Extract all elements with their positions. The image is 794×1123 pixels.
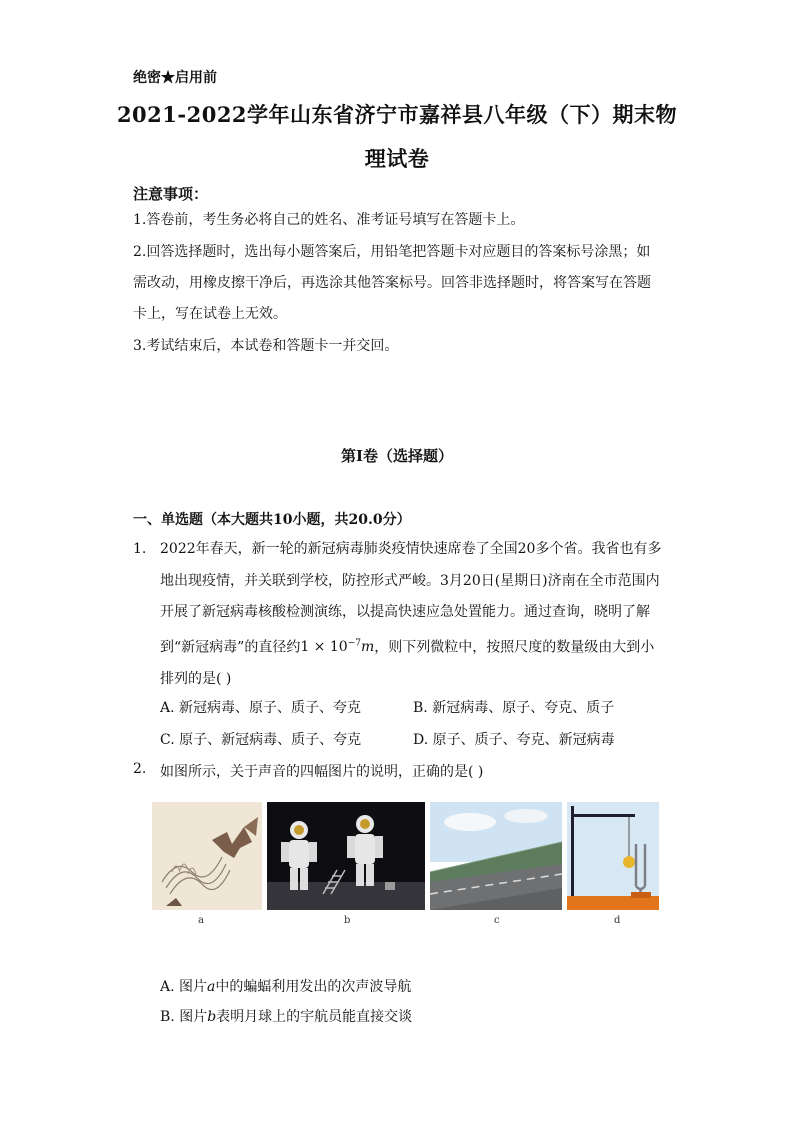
q2-option-b[interactable]: [160, 1006, 412, 1026]
q2-option-a-text: 中的蝙蝠利用发出的次声波导航: [215, 979, 412, 995]
part-title: 第I卷（选择题）: [340, 447, 454, 465]
q2-option-b-prefix: B. 图片: [160, 1009, 208, 1025]
exam-title-line2: 理试卷: [364, 146, 430, 171]
question-2-number: 2.: [133, 761, 147, 777]
question-1-stem: 2022年春天，新一轮的新冠病毒肺炎疫情快速席卷了全国20多个省。我省也有多地出现疫情，并关联到学校，防控形式严峻。3月20日(星期日)济南在全市范围内开展了新冠病毒核酸检测演练，以提高快速应急处置能力。通过查询，晓明了解到“新冠病毒”的直径约: [160, 541, 662, 656]
exam-title-line1: 2021-2022学年山东省济宁市嘉祥县八年级（下）期末物: [116, 102, 678, 127]
caption-c: c: [494, 915, 500, 926]
question-1-stem-end: ，则下列微粒中，按照尺度的数量级由大到小排列的是( ): [160, 639, 655, 687]
picture-c-sound-barrier: [430, 802, 562, 910]
notes-heading: 注意事项：: [133, 185, 209, 203]
tuning-fork-illustration: [567, 802, 659, 910]
question-1-number: 1.: [133, 541, 147, 557]
confidential-label: 绝密★启用前: [133, 70, 217, 86]
q2-option-b-text: 表明月球上的宇航员能直接交谈: [216, 1009, 413, 1025]
q2-option-b-variable: b: [207, 1009, 217, 1025]
picture-d-tuning-fork: [567, 802, 659, 910]
picture-a-bat: [152, 802, 262, 910]
section-title: 一、单选题（本大题共10小题，共20.0分）: [133, 512, 411, 528]
math-unit: m: [360, 639, 375, 656]
sound-barrier-illustration: [430, 802, 562, 910]
q1-option-c[interactable]: C. 原子、新冠病毒、质子、夸克: [160, 732, 362, 748]
q2-option-a[interactable]: [160, 976, 411, 996]
math-base: 1 × 10: [300, 639, 348, 656]
caption-a: a: [198, 915, 204, 926]
q1-option-b[interactable]: B. 新冠病毒、原子、夸克、质子: [413, 700, 615, 716]
q1-option-a[interactable]: A. 新冠病毒、原子、质子、夸克: [160, 700, 362, 716]
astronauts-illustration: [267, 802, 425, 910]
note-item-1: 1.答卷前，考生务必将自己的姓名、准考证号填写在答题卡上。: [133, 212, 525, 228]
math-exponent: −7: [347, 638, 361, 649]
note-item-2: 2.回答选择题时，选出每小题答案后，用铅笔把答题卡对应题目的答案标号涂黑；如需改动，用橡皮擦干净后，再选涂其他答案标号。回答非选择题时，将答案写在答题卡上，写在试卷上无效。: [133, 244, 651, 322]
bat-illustration: [152, 802, 262, 910]
picture-b-astronauts: [267, 802, 425, 910]
question-1-text: [160, 534, 663, 695]
question-2-text: 如图所示，关于声音的四幅图片的说明，正确的是( ): [160, 764, 484, 780]
q2-option-a-prefix: A. 图片: [160, 979, 208, 995]
caption-b: b: [344, 915, 351, 926]
math-expression: [300, 639, 374, 655]
note-item-3: 3.考试结束后，本试卷和答题卡一并交回。: [133, 338, 399, 354]
q2-option-a-variable: a: [207, 979, 216, 995]
caption-d: d: [614, 915, 621, 926]
q1-option-d[interactable]: D. 原子、质子、夸克、新冠病毒: [413, 732, 615, 748]
